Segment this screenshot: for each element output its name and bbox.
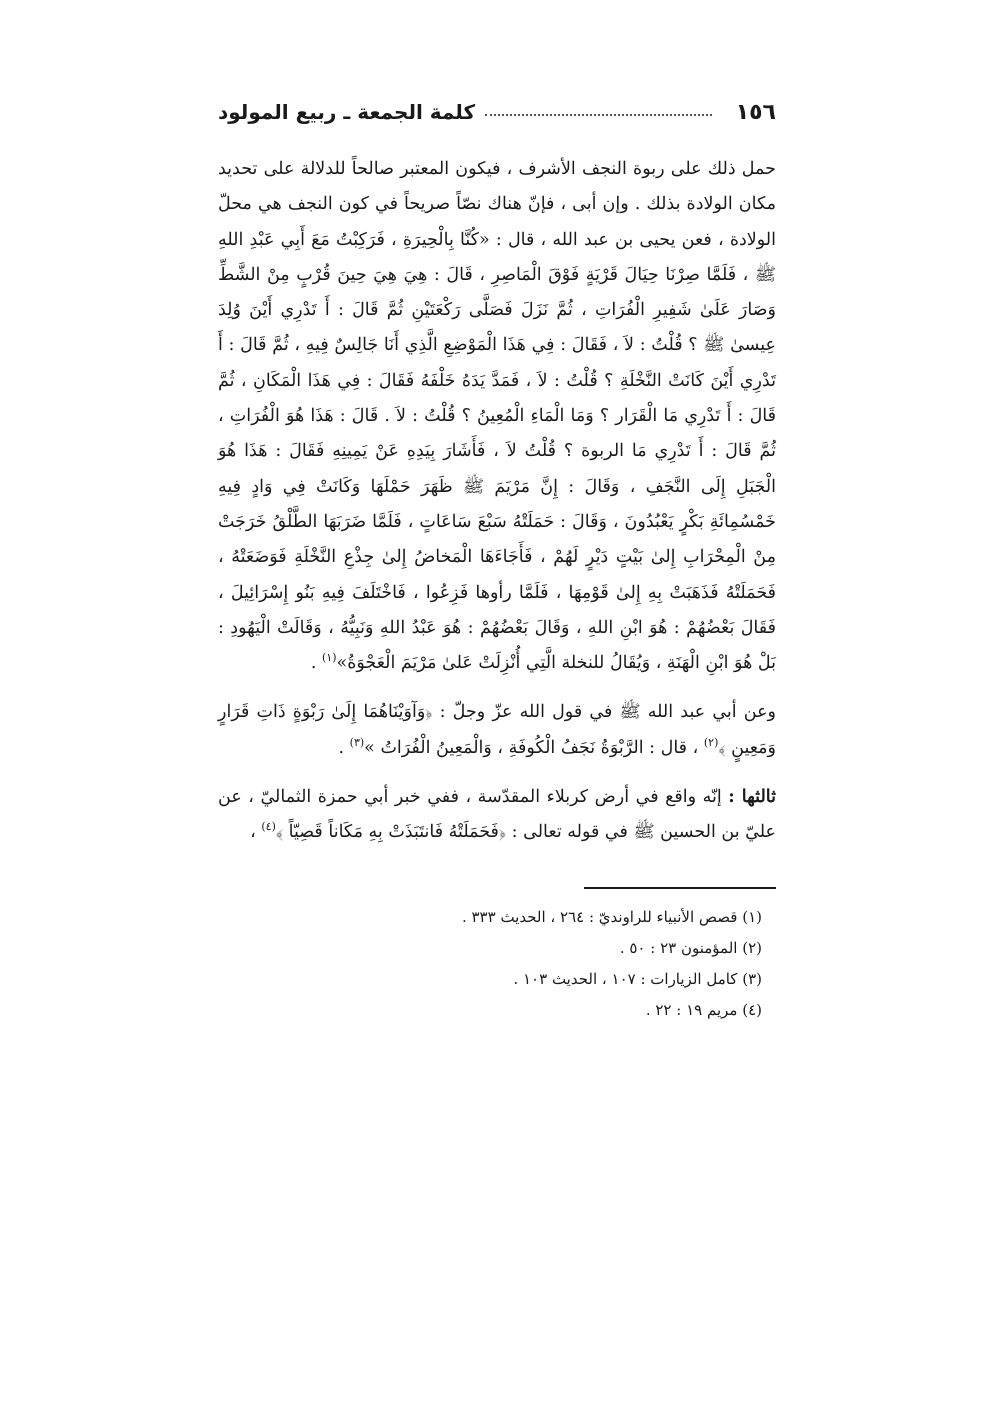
footnote-ref-3: (٣) [349,735,365,749]
paragraph-1-text: حمل ذلك على ربوة النجف الأشرف ، فيكون المعتبر صالحاً للدلالة على تحديد مكان الولادة بذلك . وإن أبى ، فإنّ هناك نصّاً صريحاً في كون النجف هي محلّ الولادة ، فعن يحيى بن عبد الله ، قال : «كُنَّا بِالْحِيرَةِ ، فَرَكِبْتُ مَعَ أَبِي عَبْدِ اللهِ ﷺ ، فَلَمَّا صِرْنَا حِيَالَ قَرْيَةٍ فَوْقَ الْمَاصِرِ ، قَالَ : هِيَ هِيَ حِينَ قُرْبٍ مِنْ الشَّطِّ وَصَارَ عَلَىٰ شَفِيرِ الْفُرَاتِ ، ثُمَّ نَزَلَ فَصَلَّى رَكْعَتَيْنِ ثُمَّ قَالَ : أَ تَدْرِي أَيْنَ وُلِدَ عِيسىٰ ﷺ ؟ قُلْتُ : لاَ ، فَقَالَ : فِي هَذَا الْمَوْضِعِ الَّذِي أَنَا جَالِسٌ فِيهِ ، ثُمَّ قَالَ : أَ تَدْرِي أَيْنَ كَانَتْ النَّخْلَةِ ؟ قُلْتُ : لاَ ، فَمَدَّ يَدَهُ خَلْفَهُ فَقَالَ : فِي هَذَا الْمَكَانِ ، ثُمَّ قَالَ : أَ تَدْرِي مَا الْقَرَار ؟ وَمَا الْمَاءِ الْمُعِينُ ؟ قُلْتُ : لاَ . قَالَ : هَذَا هُوَ الْفُرَاتِ ، ثُمَّ قَالَ : أَ تَدْرِي مَا الربوة ؟ قُلْتُ لاَ ، فَأَشَارَ بِيَدِهِ عَنْ يَمِينِهِ فَقَالَ : هَذَا هُوَ الْجَبَلِ إِلَى النَّجَفِ ، وَقَالَ : إِنَّ مَرْيَمَ ﷺ ظَهَرَ حَمْلَهَا وَكَانَتْ فِي وَادٍ فِيهِ خَمْسُمِائَةِ بَكْرٍ يَعْبُدُونَ ، وَقَالَ : حَمَلَتْهُ سَبْعَ سَاعَاتٍ ، فَلَمَّا ضَرَبَهَا الطَّلْقُ خَرَجَتْ مِنْ الْمِحْرَابِ إِلىٰ بَيْتٍ دَيْرٍ لَهُمْ ، فَأَجَاءَهَا الْمَخاضُ إِلىٰ جِذْعِ النَّخْلَةِ فَوَضَعَتْهُ ، فَحَمَلَتْهُ فَذَهَبَتْ بِهِ إِلىٰ قَوْمِهَا ، فَلَمَّا رأوها فَزِعُوا ، فَاخْتَلَفَ فِيهِ بَنُو إِسْرَائِيلَ ، فَقَالَ بَعْضُهُمْ : هُوَ ابْنِ اللهِ ، وَقَالَ بَعْضُهُمْ : هُوَ عَبْدُ اللهِ وَنَبِيُّهُ ، وَقَالَتْ الْيَهُودِ : بَلْ هُوَ ابْنِ الْهَنَةِ ، وَيُقَالُ للنخلة الَّتِي أُنْزِلَتْ عَلىٰ مَرْيَمَ الْعَجْوَةُ» [218,159,776,674]
footnote-ref-1: (١) [321,651,337,665]
footnote-2: (٢) المؤمنون ٢٣ : ٥٠ . [619,939,762,957]
main-text [218,152,776,851]
paragraph-3-lead: ثالثها : [728,787,776,808]
footnote-ref-4: (٤) [261,820,276,834]
footnote-4: (٤) مريم ١٩ : ٢٢ . [645,1001,762,1019]
paragraph-2: وعن أبي عبد الله ﷺ في قول الله عزّ وجلّ : ﴿وَآوَيْنَاهُمَا إِلَىٰ رَبْوَةٍ ذَاتِ قَرَارٍ وَمَعِينٍ ﴾$^{(٢)}$ ، قال : الرَّبْوَةُ نَجَفُ الْكُوفَةِ ، وَالْمَعِينُ الْفُرَاتُ »$^{(٣)}$ . [218,702,776,758]
paragraph-3: ثالثها : إنّه واقع في أرض كربلاء المقدّسة ، ففي خبر أبي حمزة الثماليّ ، عن عليّ بن الحسين ﷺ في قوله تعالى : ﴿فَحَمَلَتْهُ فَانتَبَذَتْ بِهِ مَكَاناً قَصِيّاً ﴾$^{(٤)}$ ، [218,787,776,843]
paragraph-2-text: وعن أبي عبد الله ﷺ في قول الله عزّ وجلّ : ﴿وَآوَيْنَاهُمَا إِلَىٰ رَبْوَةٍ ذَاتِ قَرَارٍ وَمَعِينٍ ﴾ [218,702,776,758]
running-title: كلمة الجمعة ـ ربيع المولود [218,100,476,124]
page-header [218,92,776,132]
header-dotted-rule [485,114,712,116]
footnotes [218,902,776,1026]
paragraph-1: حمل ذلك على ربوة النجف الأشرف ، فيكون المعتبر صالحاً للدلالة على تحديد مكان الولادة بذلك . وإن أبى ، فإنّ هناك نصّاً صريحاً في كون النجف هي محلّ الولادة ، فعن يحيى بن عبد الله ، قال : «كُنَّا بِالْحِيرَةِ ، فَرَكِبْتُ مَعَ أَبِي عَبْدِ اللهِ ﷺ ، فَلَمَّا صِرْنَا حِيَالَ قَرْيَةٍ فَوْقَ الْمَاصِرِ ، قَالَ : هِيَ هِيَ حِينَ قُرْبٍ مِنْ الشَّطِّ وَصَارَ عَلَىٰ شَفِيرِ الْفُرَاتِ ، ثُمَّ نَزَلَ فَصَلَّى رَكْعَتَيْنِ ثُمَّ قَالَ : أَ تَدْرِي أَيْنَ وُلِدَ عِيسىٰ ﷺ ؟ قُلْتُ : لاَ ، فَقَالَ : فِي هَذَا الْمَوْضِعِ الَّذِي أَنَا جَالِسٌ فِيهِ ، ثُمَّ قَالَ : أَ تَدْرِي أَيْنَ كَانَتْ النَّخْلَةِ ؟ قُلْتُ : لاَ ، فَمَدَّ يَدَهُ خَلْفَهُ فَقَالَ : فِي هَذَا الْمَكَانِ ، ثُمَّ قَالَ : أَ تَدْرِي مَا الْقَرَار ؟ وَمَا الْمَاءِ الْمُعِينُ ؟ قُلْتُ : لاَ . قَالَ : هَذَا هُوَ الْفُرَاتِ ، ثُمَّ قَالَ : أَ تَدْرِي مَا الربوة ؟ قُلْتُ لاَ ، فَأَشَارَ بِيَدِهِ عَنْ يَمِينِهِ فَقَالَ : هَذَا هُوَ الْجَبَلِ إِلَى النَّجَفِ ، وَقَالَ : إِنَّ مَرْيَمَ ﷺ ظَهَرَ حَمْلَهَا وَكَانَتْ فِي وَادٍ فِيهِ خَمْسُمِائَةِ بَكْرٍ يَعْبُدُونَ ، وَقَالَ : حَمَلَتْهُ سَبْعَ سَاعَاتٍ ، فَلَمَّا ضَرَبَهَا الطَّلْقُ خَرَجَتْ مِنْ الْمِحْرَابِ إِلىٰ بَيْتٍ دَيْرٍ لَهُمْ ، فَأَجَاءَهَا الْمَخاضُ إِلىٰ جِذْعِ النَّخْلَةِ فَوَضَعَتْهُ ، فَحَمَلَتْهُ فَذَهَبَتْ بِهِ إِلىٰ قَوْمِهَا ، فَلَمَّا رأوها فَزِعُوا ، فَاخْتَلَفَ فِيهِ بَنُو إِسْرَائِيلَ ، فَقَالَ بَعْضُهُمْ : هُوَ ابْنِ اللهِ ، وَقَالَ بَعْضُهُمْ : هُوَ عَبْدُ اللهِ وَنَبِيُّهُ ، وَقَالَتْ الْيَهُودِ : بَلْ هُوَ ابْنِ الْهَنَةِ ، وَيُقَالُ للنخلة الَّتِي أُنْزِلَتْ عَلىٰ مَرْيَمَ الْعَجْوَةُ»$^{(١)}$ . [218,159,776,674]
paragraph-3-text: إنّه واقع في أرض كربلاء المقدّسة ، ففي خبر أبي حمزة الثماليّ ، عن عليّ بن الحسين ﷺ في قوله تعالى : ﴿فَحَمَلَتْهُ فَانتَبَذَتْ بِهِ مَكَاناً قَصِيّاً ﴾ [218,787,776,843]
footnote-ref-2: (٢) [703,735,719,749]
footnote-3: (٣) كامل الزيارات : ١٠٧ ، الحديث ١٠٣ . [513,970,762,988]
footnote-1: (١) قصص الأنبياء للراونديّ : ٢٦٤ ، الحديث ٣٣٣ . [461,908,762,926]
page-number: ١٥٦ [735,99,776,125]
footnote-separator [584,887,776,889]
paragraph-2-continuation: ، قال : الرَّبْوَةُ نَجَفُ الْكُوفَةِ ، وَالْمَعِينُ الْفُرَاتُ » [364,737,699,758]
